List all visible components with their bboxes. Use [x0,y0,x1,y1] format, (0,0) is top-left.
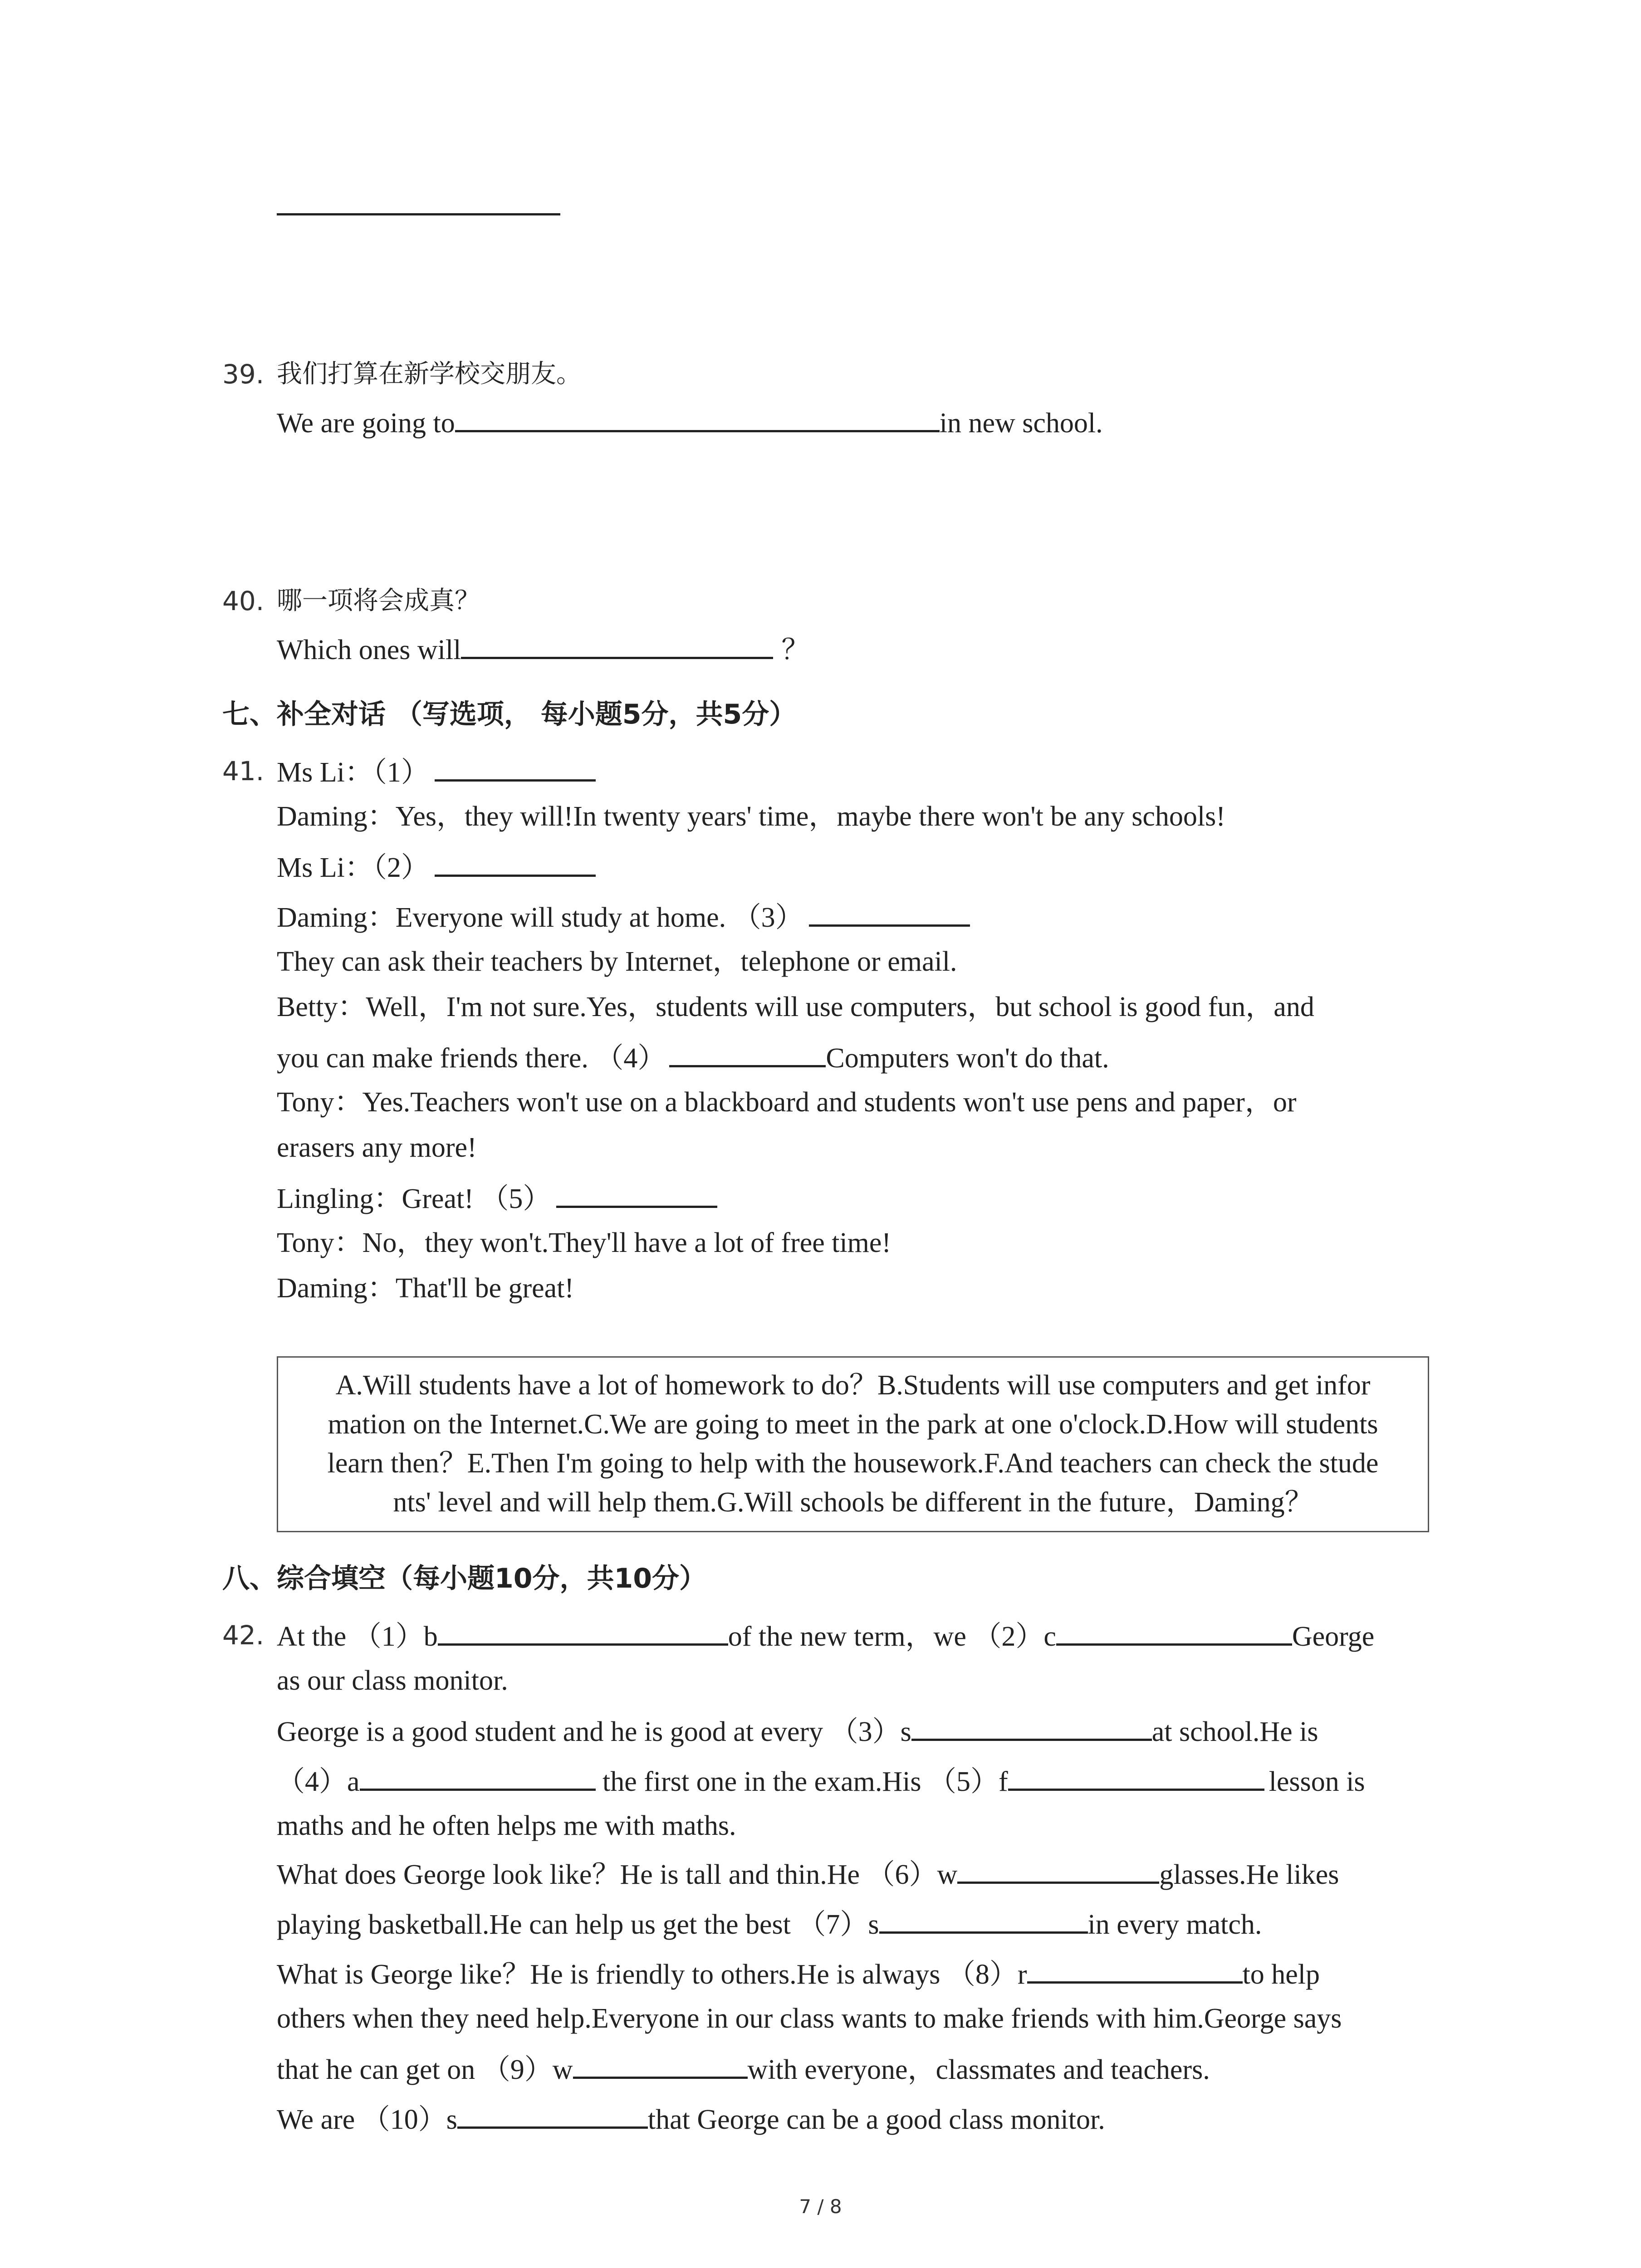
answer-line-top[interactable] [277,213,560,215]
q42-line-8 [277,1955,1320,1993]
q42-line-10-b: with everyone，classmates and teachers. [747,2054,1210,2085]
q40-after: ？ [781,635,810,665]
question-number-41: 41. [222,756,265,787]
q41-line-1-text: Ms Li：（1） [277,757,429,788]
q42-line-2: as our class monitor. [277,1665,508,1696]
q42-line-11 [277,2100,1105,2138]
q40-before: Which ones will [277,635,461,665]
options-box [277,1356,1429,1532]
q42-line-10 [277,2050,1210,2088]
q42-line-8-a: What is George like？He is friendly to others.He is always （8）r [277,1959,1027,1990]
options-line-1: A.Will students have a lot of homework to do？B.Students will use computers and get infor [335,1370,1371,1401]
question-number-39: 39. [222,359,265,390]
q41-blank-3[interactable] [809,898,970,927]
q42-line-6 [277,1855,1339,1893]
options-line-4: nts' level and will help them.G.Will schools be different in the future，Daming？ [393,1487,1313,1518]
q39-before: We are going to [277,408,455,439]
q41-line-3-text: Ms Li：（2） [277,852,429,883]
q42-line-1-a: At the （1）b [277,1621,438,1652]
q41-line-10-text: Lingling：Great! （5） [277,1183,551,1214]
q39-sentence [277,404,1103,441]
page-number: 7 / 8 [799,2195,842,2218]
q41-line-12: Daming：That'll be great! [277,1273,574,1304]
q39-after: in new school. [939,408,1103,439]
q42-blank-4[interactable] [360,1762,596,1791]
q41-line-8: Tony：Yes.Teachers won't use on a blackboard and students won't use pens and paper，or [277,1087,1297,1118]
q42-line-1 [277,1617,1374,1655]
q42-line-7-b: in every match. [1087,1909,1262,1940]
q41-line-6: Betty：Well，I'm not sure.Yes，students will use computers，but school is good fun，and [277,992,1314,1022]
q42-line-7 [277,1905,1262,1943]
q42-line-7-a: playing basketball.He can help us get the best （7）s [277,1909,879,1940]
section-8-heading: 八、综合填空（每小题10分，共10分） [222,1563,706,1594]
q42-blank-8[interactable] [1027,1955,1243,1984]
q41-line-2: Daming：Yes，they will!In twenty years' time，maybe there won't be any schools! [277,801,1225,832]
q41-line-3 [277,848,596,886]
q42-line-1-b: of the new term，we （2）c [728,1621,1056,1652]
q41-line-7-after: Computers won't do that. [826,1043,1109,1074]
q42-line-4 [277,1762,1365,1800]
q40-chinese: 哪一项将会成真？ [277,586,480,616]
q42-line-4-b: the first one in the exam.His （5）f [595,1766,1008,1797]
q41-line-5: They can ask their teachers by Internet，telephone or email. [277,946,957,977]
q40-sentence [277,631,809,668]
q41-blank-5[interactable] [556,1179,717,1208]
q42-blank-5[interactable] [1008,1762,1264,1791]
q42-line-3-b: at school.He is [1151,1716,1318,1747]
q42-line-3-a: George is a good student and he is good at every （3）s [277,1716,911,1747]
q41-line-4 [277,898,970,936]
q39-blank[interactable] [455,404,940,432]
q39-chinese: 我们打算在新学校交朋友。 [277,359,582,389]
q42-line-11-b: that George can be a good class monitor. [647,2104,1105,2135]
q42-line-9: others when they need help.Everyone in our class wants to make friends with him.George says [277,2003,1342,2034]
q42-line-4-a: （4）a [277,1766,360,1797]
q41-line-1 [277,753,596,791]
q42-line-5: maths and he often helps me with maths. [277,1810,736,1841]
section-7-heading: 七、补全对话 （写选项， 每小题5分，共5分） [222,699,797,730]
q41-line-11: Tony：No，they won't.They'll have a lot of free time! [277,1227,892,1258]
q42-line-1-c: George [1292,1621,1375,1652]
q41-blank-2[interactable] [435,848,596,877]
q42-line-8-b: to help [1242,1959,1320,1990]
q41-line-7 [277,1039,1109,1076]
options-line-3: learn then？E.Then I'm going to help with the housework.F.And teachers can check the stude [327,1448,1379,1479]
q41-line-4-text: Daming：Everyone will study at home. （3） [277,902,803,933]
question-number-42: 42. [222,1620,265,1651]
q42-line-11-a: We are （10）s [277,2104,457,2135]
q42-line-10-a: that he can get on （9）w [277,2054,573,2085]
q42-line-3 [277,1712,1318,1750]
q41-line-10 [277,1179,717,1217]
q42-blank-6[interactable] [957,1855,1159,1884]
q40-blank[interactable] [461,631,773,659]
q42-blank-3[interactable] [911,1712,1152,1741]
options-line-2: mation on the Internet.C.We are going to meet in the park at one o'clock.D.How will students [328,1409,1378,1440]
q41-line-9: erasers any more! [277,1132,477,1163]
q42-blank-1[interactable] [438,1617,728,1646]
q42-blank-10[interactable] [457,2100,648,2129]
question-number-40: 40. [222,586,265,616]
q42-blank-7[interactable] [879,1905,1088,1934]
q41-blank-1[interactable] [435,753,596,782]
q42-line-6-a: What does George look like？He is tall and thin.He （6）w [277,1859,958,1890]
q42-line-6-b: glasses.He likes [1159,1859,1339,1890]
q42-blank-2[interactable] [1056,1617,1292,1646]
q42-line-4-c: lesson is [1269,1766,1365,1797]
q41-blank-4[interactable] [669,1039,826,1067]
q41-line-7-before: you can make friends there. （4） [277,1043,666,1074]
q42-blank-9[interactable] [573,2050,748,2079]
